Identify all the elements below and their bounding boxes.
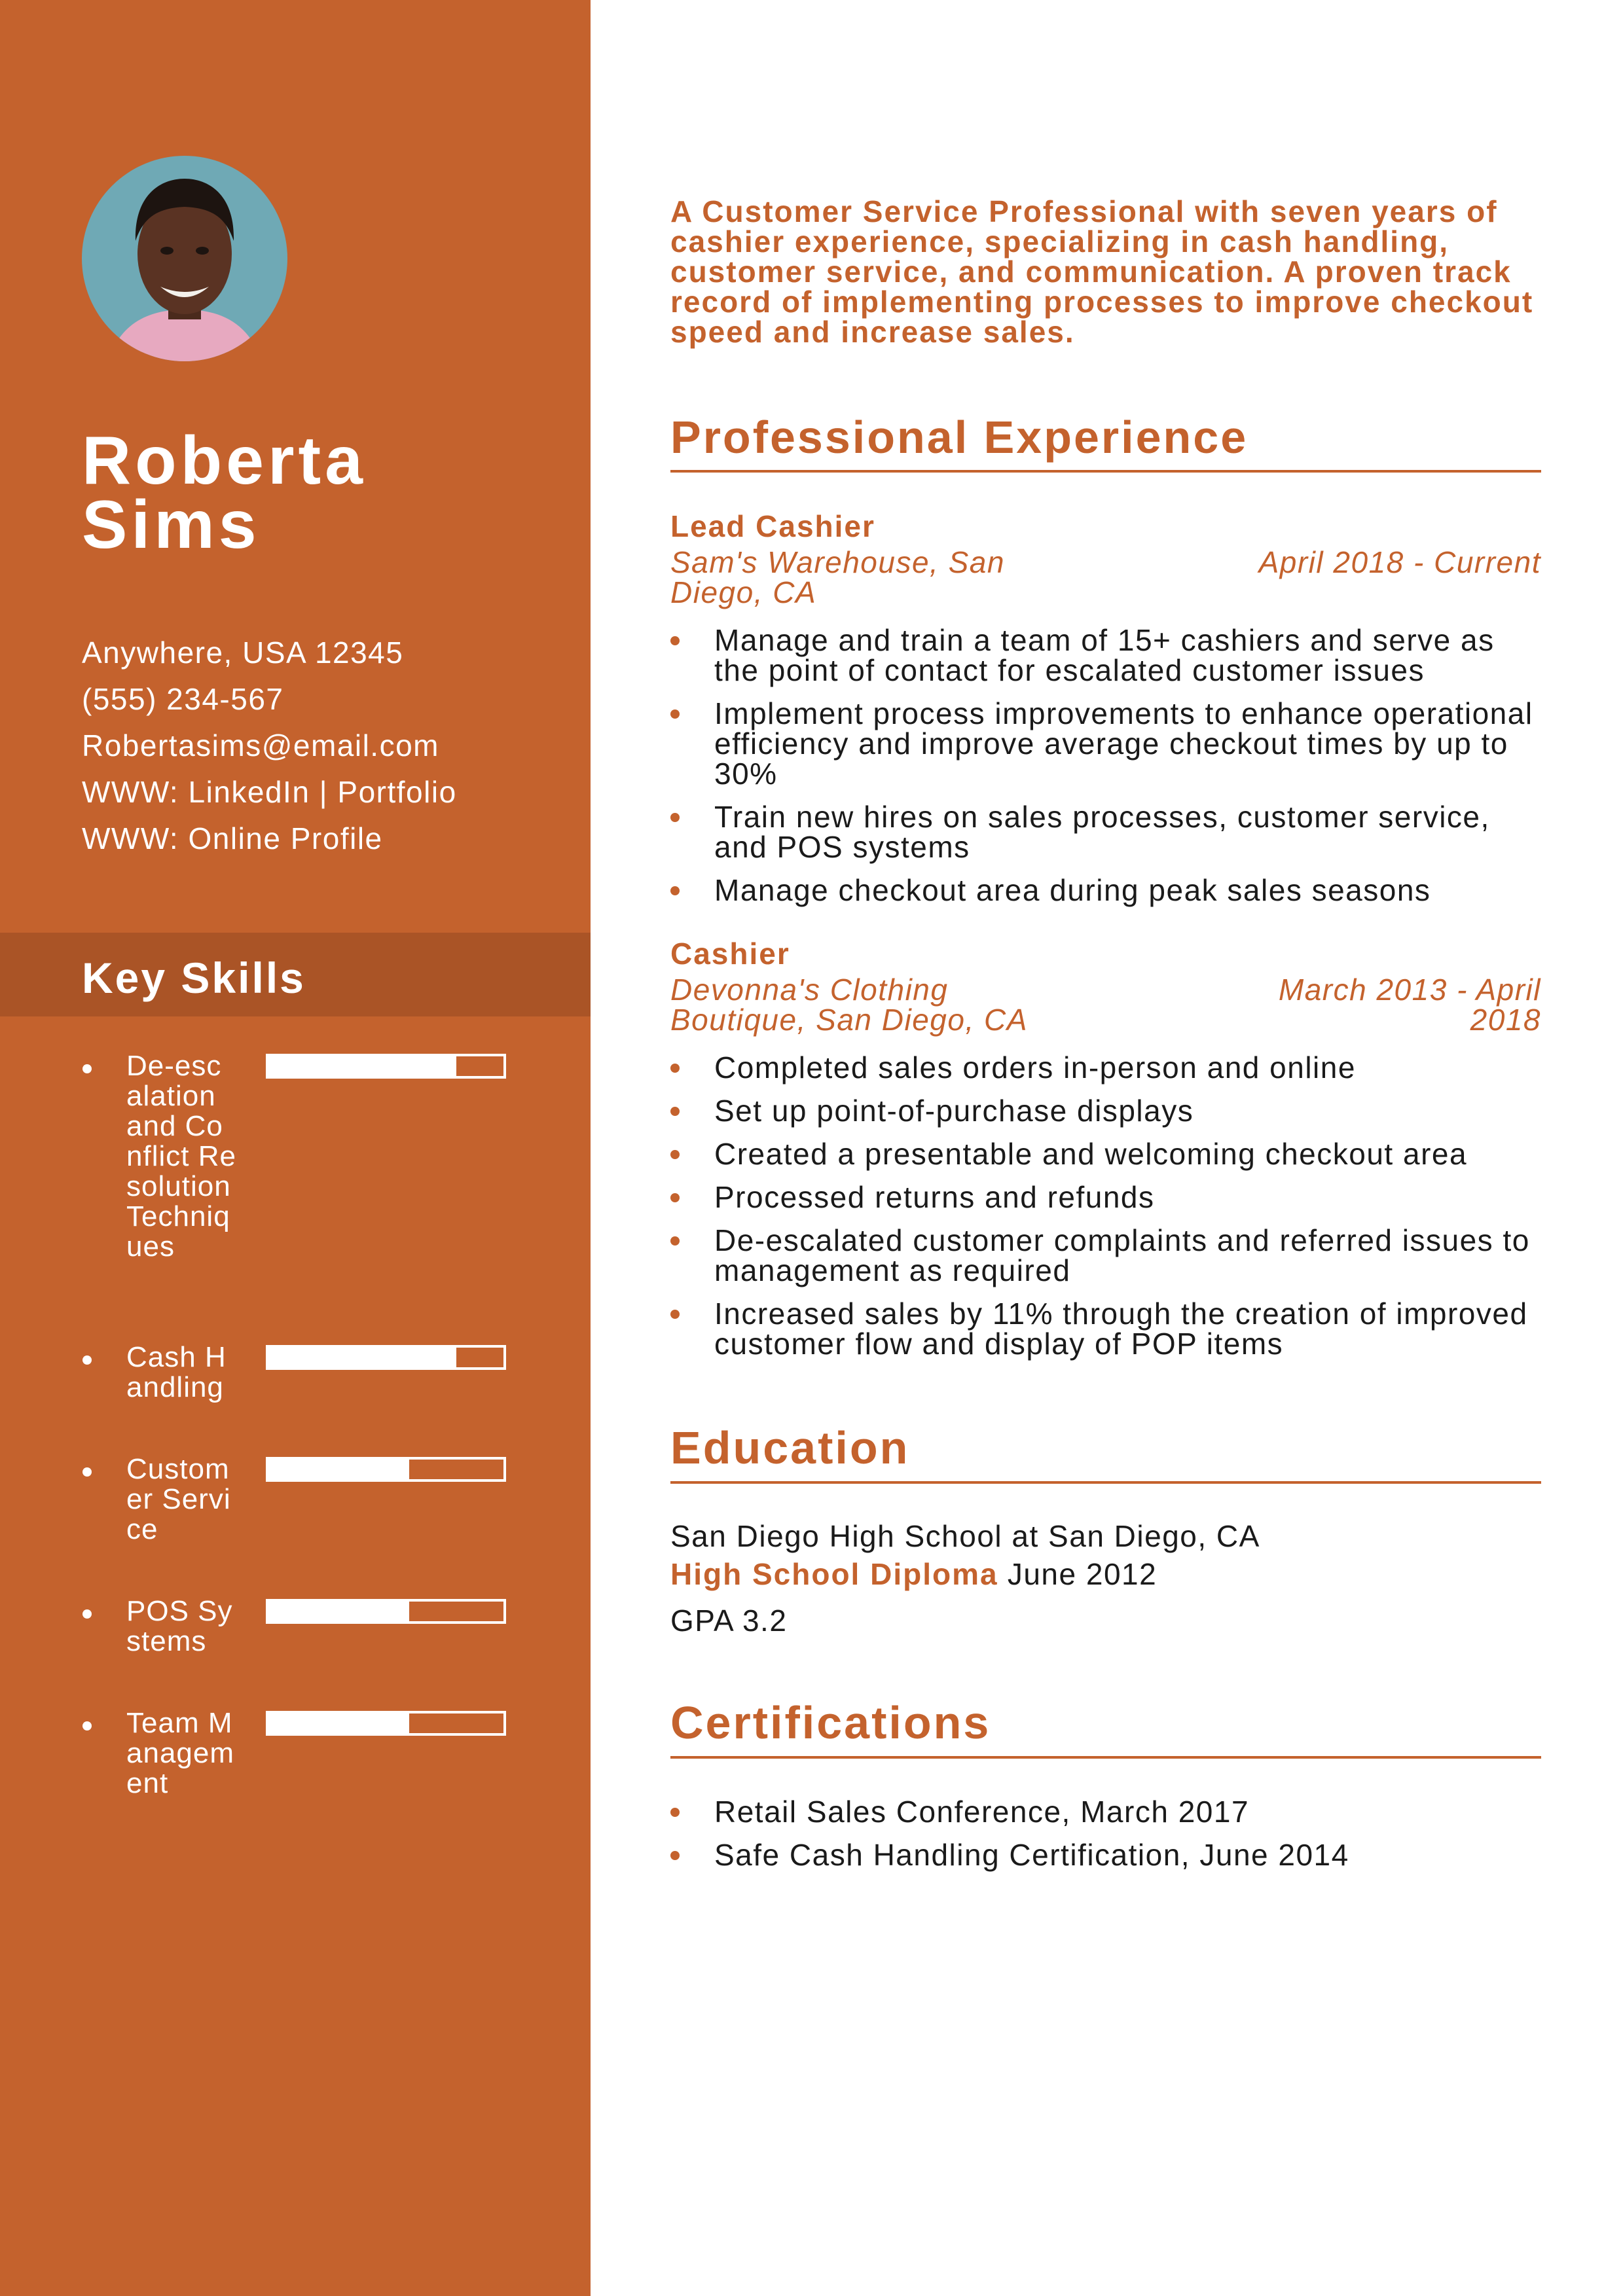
skill-name: POS Systems — [126, 1596, 233, 1657]
contact-address: Anywhere, USA 12345 — [82, 636, 404, 670]
bullet-dot — [670, 1107, 680, 1116]
contact-info — [82, 630, 579, 862]
list-item — [670, 1840, 1541, 1870]
skill-level-fill — [268, 1348, 456, 1367]
list-item — [670, 1225, 1541, 1285]
list-item-text: Created a presentable and welcoming checkout area — [714, 1137, 1468, 1171]
contact-phone: (555) 234-567 — [82, 682, 284, 716]
job-bullets — [670, 1052, 1541, 1359]
list-item — [670, 875, 1541, 905]
education-date: June 2012 — [1007, 1557, 1158, 1591]
list-item — [670, 1299, 1541, 1359]
section-divider — [670, 1756, 1541, 1759]
bullet-dot — [670, 1851, 680, 1860]
list-item-text: Processed returns and refunds — [714, 1180, 1155, 1214]
bullet-dot — [670, 1310, 680, 1319]
list-item-text: Safe Cash Handling Certification, June 2014 — [714, 1838, 1349, 1872]
certification-list — [670, 1797, 1541, 1870]
skill-level-bar — [266, 1457, 506, 1482]
list-item-text: Implement process improvements to enhance operational efficiency and improve average checkout times by up to 30% — [714, 696, 1533, 791]
skill-level-bar — [266, 1054, 506, 1079]
bullet-dot — [670, 1236, 680, 1246]
professional-summary: A Customer Service Professional with seven years of cashier experience, specializing in cash handling, customer service, and communication. A proven track record of implementing processes to improve checkout speed and increase sales. — [670, 194, 1534, 349]
job-title: Lead Cashier — [670, 509, 875, 543]
job-company: Sam's Warehouse, San Diego, CA — [670, 545, 1005, 609]
skill-level-fill — [268, 1460, 409, 1479]
list-item-text: Set up point-of-purchase displays — [714, 1094, 1194, 1128]
section-divider — [670, 1481, 1541, 1484]
candidate-name — [82, 423, 566, 563]
section-divider — [670, 470, 1541, 473]
skill-name: De-escalation and Conflict Resolution Techniques — [126, 1051, 236, 1263]
list-item — [670, 1797, 1541, 1827]
job-dates: March 2013 - April 2018 — [1278, 973, 1541, 1037]
job-dates: April 2018 - Current — [1258, 545, 1541, 579]
education-degree: High School Diploma — [670, 1557, 998, 1591]
contact-online-profile[interactable]: WWW: Online Profile — [82, 821, 383, 855]
last-name: Sims — [82, 487, 261, 563]
list-item — [670, 802, 1541, 862]
sidebar — [0, 0, 591, 2296]
list-item — [670, 698, 1541, 789]
skill-name: Customer Service — [126, 1454, 231, 1545]
list-item — [670, 625, 1541, 685]
bullet-dot — [82, 1467, 92, 1477]
skill-level-bar — [266, 1345, 506, 1370]
list-item-text: Completed sales orders in-person and online — [714, 1050, 1356, 1085]
experience-section-title: Professional Experience — [670, 412, 1249, 463]
education-section-title: Education — [670, 1422, 910, 1473]
list-item — [670, 1139, 1541, 1169]
bullet-dot — [82, 1609, 92, 1619]
list-item-text: Increased sales by 11% through the creation of improved customer flow and display of POP items — [714, 1297, 1528, 1361]
list-item-text: Manage checkout area during peak sales seasons — [714, 873, 1431, 907]
skills-title: Key Skills — [82, 954, 306, 1002]
bullet-dot — [670, 1064, 680, 1073]
contact-email[interactable]: Robertasims@email.com — [82, 728, 439, 762]
bullet-dot — [670, 886, 680, 895]
skill-name: Cash Handling — [126, 1342, 227, 1403]
job-bullets — [670, 625, 1541, 905]
skill-level-fill — [268, 1602, 409, 1621]
bullet-dot — [670, 1193, 680, 1202]
contact-linkedin-portfolio[interactable]: WWW: LinkedIn | Portfolio — [82, 775, 457, 809]
bullet-dot — [670, 636, 680, 645]
education-gpa: GPA 3.2 — [670, 1604, 788, 1638]
bullet-dot — [82, 1064, 92, 1073]
bullet-dot — [670, 813, 680, 822]
skill-level-fill — [268, 1056, 456, 1076]
list-item-text: Retail Sales Conference, March 2017 — [714, 1795, 1250, 1829]
list-item — [670, 1096, 1541, 1126]
profile-photo — [82, 156, 287, 361]
bullet-dot — [82, 1721, 92, 1731]
first-name: Roberta — [82, 423, 367, 499]
skill-level-fill — [268, 1713, 409, 1733]
skill-level-bar — [266, 1711, 506, 1736]
education-degree-line — [670, 1556, 1157, 1592]
bullet-dot — [670, 1150, 680, 1159]
bullet-dot — [670, 709, 680, 719]
list-item-text: De-escalated customer complaints and referred issues to management as required — [714, 1223, 1530, 1287]
job-title: Cashier — [670, 937, 790, 971]
list-item — [670, 1182, 1541, 1212]
list-item-text: Train new hires on sales processes, customer service, and POS systems — [714, 800, 1490, 864]
job-company: Devonna's Clothing Boutique, San Diego, CA — [670, 973, 1028, 1037]
education-school: San Diego High School at San Diego, CA — [670, 1519, 1260, 1553]
list-item-text: Manage and train a team of 15+ cashiers and serve as the point of contact for escalated customer issues — [714, 623, 1495, 687]
skill-name: Team Management — [126, 1708, 235, 1799]
list-item — [670, 1052, 1541, 1083]
bullet-dot — [82, 1355, 92, 1365]
certifications-section-title: Certifications — [670, 1697, 991, 1748]
bullet-dot — [670, 1808, 680, 1817]
skill-level-bar — [266, 1599, 506, 1624]
